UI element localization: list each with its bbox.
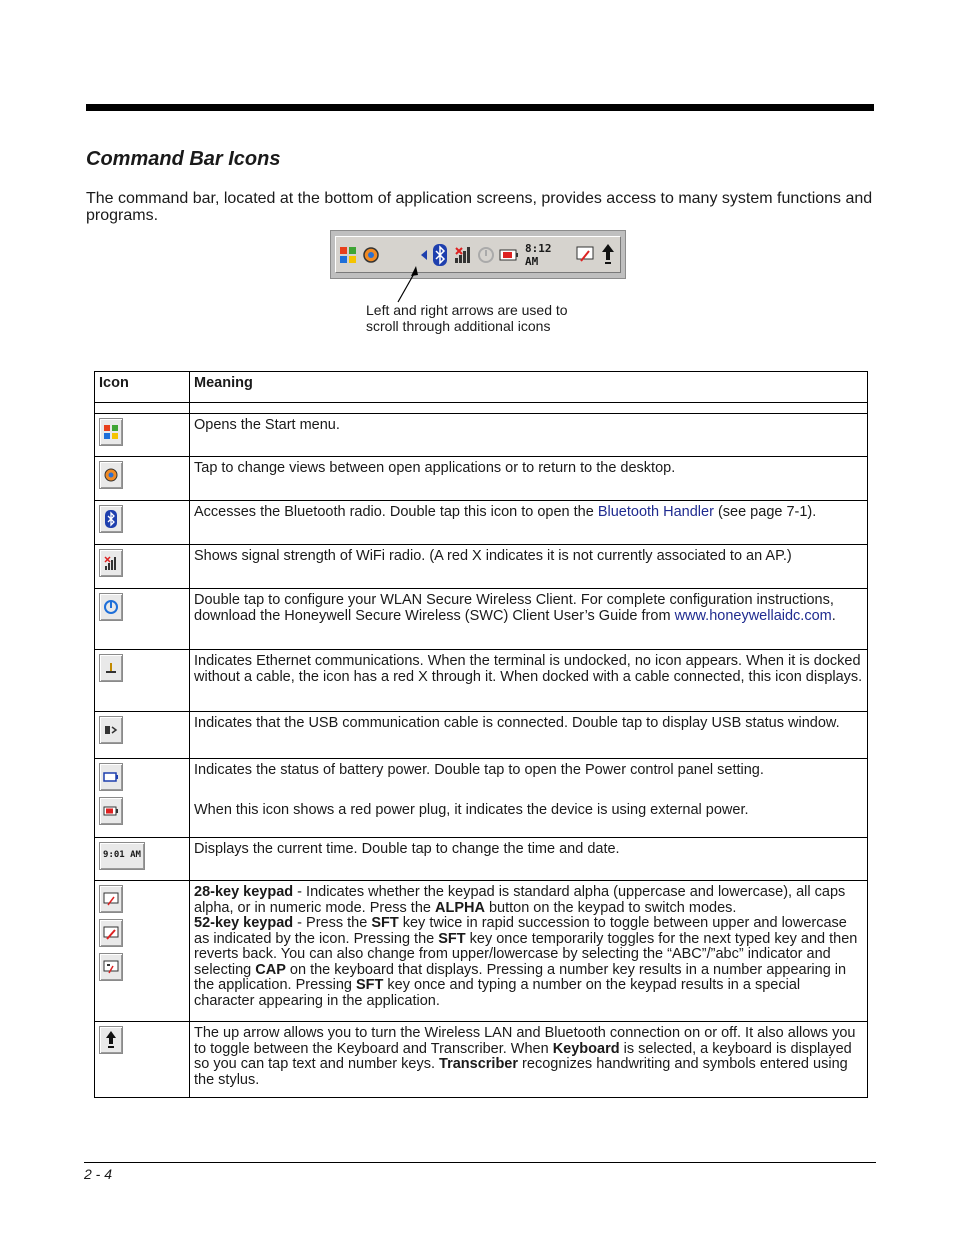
up-arrow-icon	[99, 1026, 123, 1054]
row-meaning: The up arrow allows you to turn the Wireless LAN and Bluetooth connection on or off. It also allows you to toggle between the Keyboard and Transcriber. When Keyboard is selected, a keyboard is displayed so you can tap text and number keys. Transcriber recognizes handwriting and symbols entered using the stylus.	[194, 1025, 856, 1088]
callout-text: Left and right arrows are used to scroll through additional icons	[366, 302, 568, 334]
keypad-alpha-icon	[99, 885, 123, 913]
signal-strength-icon	[99, 549, 123, 577]
row-meaning: Tap to change views between open applications or to return to the desktop.	[194, 460, 676, 476]
table-row	[95, 650, 868, 712]
row-meaning: Indicates that the USB communication cable is connected. Double tap to display USB status window.	[194, 715, 840, 731]
row-meaning-secondary: When this icon shows a red power plug, it indicates the device is using external power.	[194, 801, 749, 818]
honeywell-website-link[interactable]: www.honeywellaidc.com	[674, 607, 832, 624]
intro-paragraph: The command bar, located at the bottom of application screens, provides access to many system functions and programs.	[86, 190, 873, 224]
row-meaning: Indicates the status of battery power. Double tap to open the Power control panel setting.	[194, 762, 764, 778]
row-meaning: Shows signal strength of WiFi radio. (A red X indicates it is not currently associated to an AP.)	[194, 548, 792, 564]
page-title: Command Bar Icons	[86, 148, 281, 170]
table-row	[95, 759, 868, 838]
row-meaning: Opens the Start menu.	[194, 417, 340, 433]
windows-start-icon	[99, 418, 123, 446]
header-meaning: Meaning	[190, 372, 868, 403]
row-meaning: Double tap to configure your WLAN Secure Wireless Client. For complete configuration instructions, download the Honeywell Secure Wireless (SWC) Client User’s Guide from www.honeywellaidc.com.	[194, 592, 836, 624]
ethernet-icon	[99, 654, 123, 682]
table-row	[95, 1022, 868, 1098]
row-meaning: Displays the current time. Double tap to change the time and date.	[194, 841, 620, 857]
bluetooth-icon	[99, 505, 123, 533]
clock-icon: 9:01 AM	[99, 842, 145, 870]
command-bar-clock: 8:12 AM	[525, 241, 552, 268]
app-switch-icon	[99, 461, 123, 489]
row-meaning: Accesses the Bluetooth radio. Double tap this icon to open the Bluetooth Handler (see page 7-1).	[194, 504, 817, 520]
icons-table	[94, 371, 868, 1098]
table-row	[95, 414, 868, 457]
row-meaning: Indicates Ethernet communications. When the terminal is undocked, no icon appears. When it is docked without a cable, the icon has a red X through it. When docked with a cable connected, this icon displays.	[194, 653, 863, 685]
table-spacer-row	[95, 403, 868, 414]
table-row	[95, 881, 868, 1022]
keypad-numeric-icon	[99, 953, 123, 981]
usb-connection-icon	[99, 716, 123, 744]
external-power-icon	[99, 797, 123, 825]
table-header-row	[95, 372, 868, 403]
header-icon: Icon	[95, 372, 190, 403]
table-row	[95, 545, 868, 589]
bluetooth-handler-link[interactable]: Bluetooth Handler	[597, 504, 714, 520]
row-meaning: 28-key keypad - Indicates whether the keypad is standard alpha (uppercase and lowercase), all caps alpha, or in numeric mode. Press the ALPHA button on the keypad to switch modes. 52-key keypad - Press the SFT key twice in rapid succession to toggle between upper and lowercase as indicated by the icon. Pressing the SFT key once temporarily toggles for the next typed key and then reverts back. You can also change from upper/lowercase by selecting the “ABC”/”abc” indicator and selecting CAP on the keyboard that displays. Pressing a number key results in a number appearing in the application. Pressing SFT key once and typing a number on the keypad results in a special character appearing in the application.	[194, 884, 858, 1009]
table-row	[95, 501, 868, 545]
battery-icon	[99, 763, 123, 791]
footer-rule	[84, 1162, 876, 1163]
callout-arrow	[0, 0, 954, 320]
table-row	[95, 838, 868, 881]
table-row	[95, 457, 868, 501]
page-number: 2 - 4	[84, 1166, 113, 1182]
keypad-caps-icon	[99, 919, 123, 947]
table-row	[95, 712, 868, 759]
wlan-client-icon	[99, 593, 123, 621]
table-row	[95, 589, 868, 650]
